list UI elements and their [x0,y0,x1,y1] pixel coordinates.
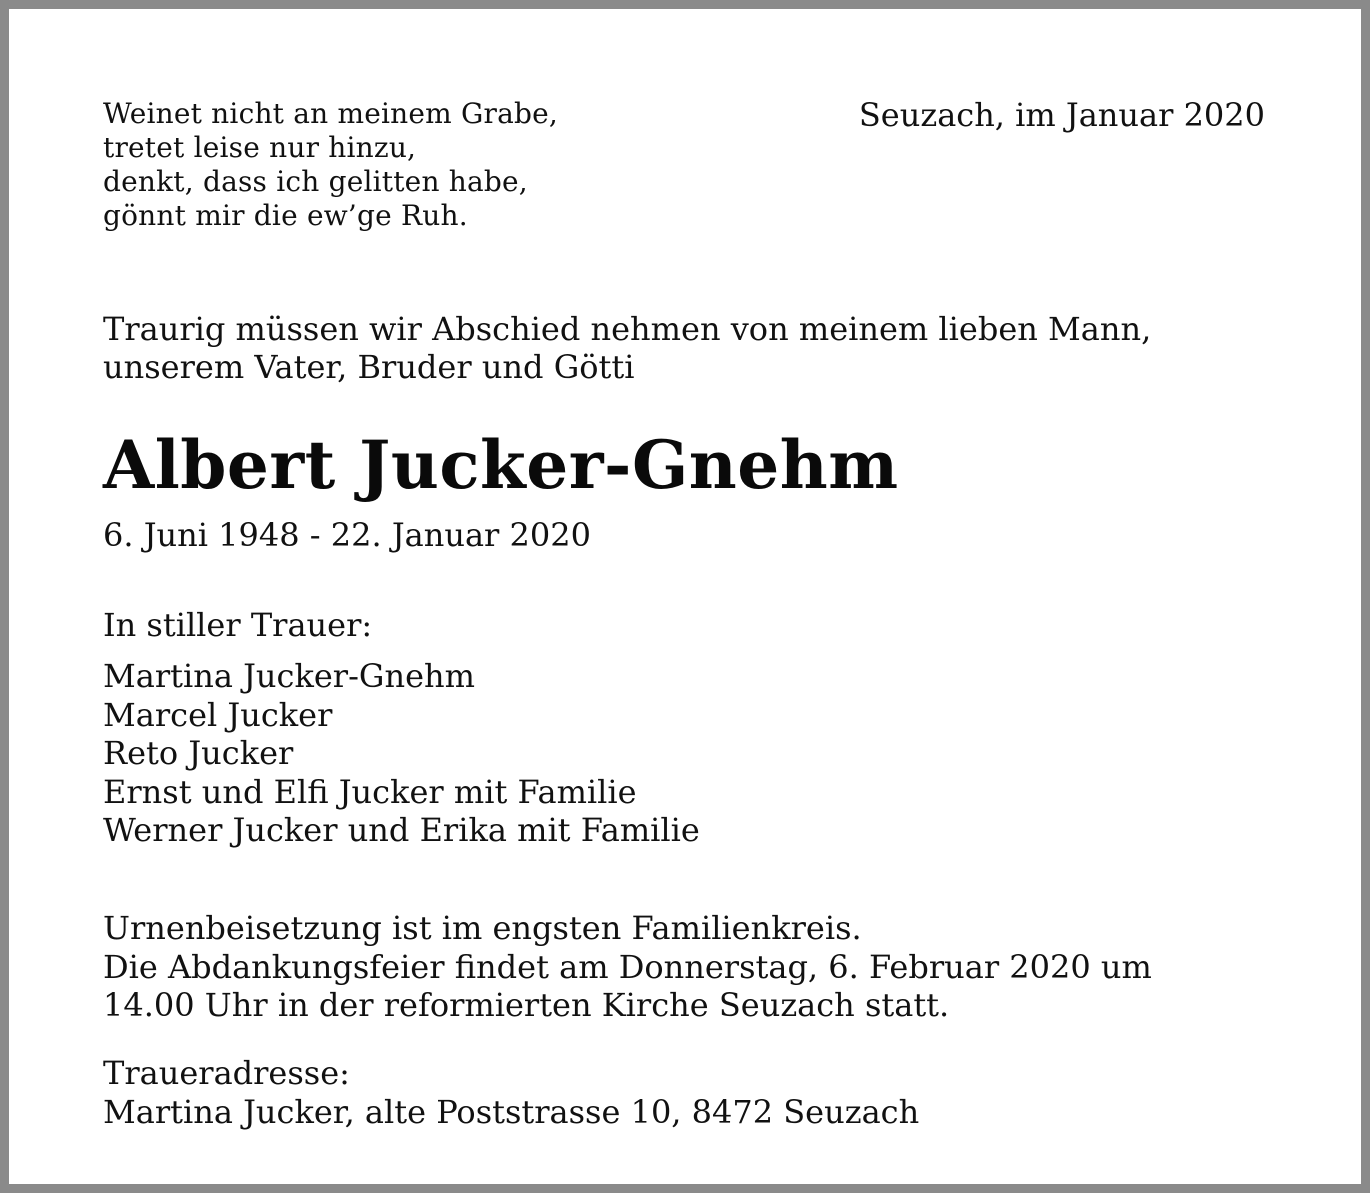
intro-line: Traurig müssen wir Abschied nehmen von meinem lieben Mann, [103,310,1152,348]
address-label: Traueradresse: [103,1054,350,1092]
ceremony-line: 14.00 Uhr in der reformierten Kirche Seuzach statt. [103,986,950,1024]
deceased-name: Albert Jucker-Gnehm [103,426,899,504]
poem-line: denkt, dass ich gelitten habe, [103,165,528,198]
dateline: Seuzach, im Januar 2020 [858,96,1265,134]
poem [103,97,558,233]
mourner-list [103,657,700,850]
mourner-name: Martina Jucker-Gnehm [103,657,475,695]
mourner-name: Marcel Jucker [103,695,333,734]
mourning-label: In stiller Trauer: [103,606,373,644]
poem-line: tretet leise nur hinzu, [103,131,417,164]
intro-line: unserem Vater, Bruder und Götti [103,348,635,386]
address-value: Martina Jucker, alte Poststrasse 10, 8472 Seuzach [103,1092,920,1131]
poem-line: Weinet nicht an meinem Grabe, [103,97,559,130]
lifespan: 6. Juni 1948 - 22. Januar 2020 [103,516,591,554]
ceremony-info [103,909,1152,1025]
mourning-address [103,1054,919,1131]
mourner-name: Ernst und Elfi Jucker mit Familie [103,772,637,811]
poem-line: gönnt mir die ew’ge Ruh. [103,199,468,232]
ceremony-line: Die Abdankungsfeier findet am Donnerstag, 6. Februar 2020 um [103,947,1152,986]
intro-text [103,310,1151,386]
ceremony-line: Urnenbeisetzung ist im engsten Familienkreis. [103,909,862,947]
mourner-name: Werner Jucker und Erika mit Familie [103,811,700,849]
mourner-name: Reto Jucker [103,734,294,772]
